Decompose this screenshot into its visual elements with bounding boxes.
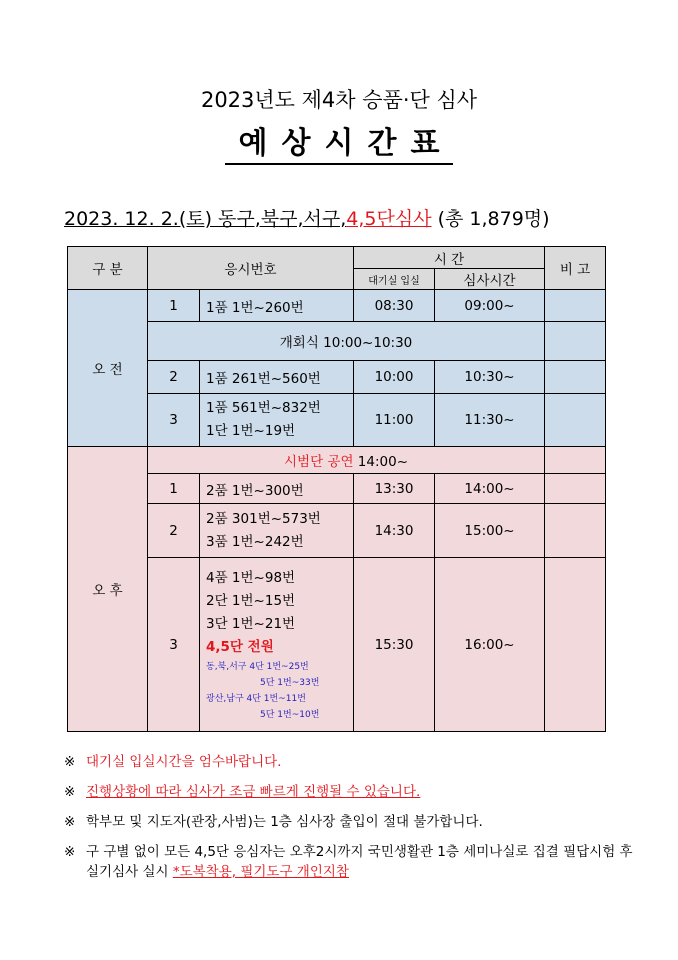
note-mark: ※ <box>64 784 76 800</box>
note-emphasis: *도복착용, 필기도구 개인지참 <box>172 864 349 880</box>
am-row2-entry: 10:00 <box>354 361 435 394</box>
header-division: 구 분 <box>68 247 148 290</box>
am-row3-line2: 1단 1번~19번 <box>206 423 296 439</box>
am-row2-exam: 10:30~ <box>435 361 545 394</box>
pm-row3-exam: 16:00~ <box>435 558 545 732</box>
note-mark: ※ <box>64 754 76 770</box>
pm-row1-remarks <box>545 474 606 504</box>
pm-row3-line3: 3단 1번~21번 <box>206 615 296 632</box>
am-row3-no: 3 <box>148 394 200 447</box>
pm-row3-blue-line4: 5단 1번~10번 <box>260 709 320 720</box>
note-2 <box>64 782 644 802</box>
page-title-text: 예상시간표 <box>225 126 454 165</box>
am-row3-entry: 11:00 <box>354 394 435 447</box>
am-row2-range: 1품 261번~560번 <box>200 361 354 394</box>
demo-row <box>148 447 545 474</box>
note-4 <box>64 842 644 882</box>
note-text: 학부모 및 지도자(관장,사범)는 1층 심사장 출입이 절대 불가합니다. <box>86 814 483 830</box>
date-heading <box>64 204 550 231</box>
notes-list <box>64 752 644 892</box>
pm-row3-no: 3 <box>148 558 200 732</box>
pm-row1-range: 2품 1번~300번 <box>200 474 354 504</box>
header-applicant-no: 응시번호 <box>148 247 354 290</box>
schedule-table <box>67 246 606 732</box>
date-text: 2023. 12. 2.(토) 동구,북구,서구, <box>64 208 347 230</box>
note-text: 구 구별 없이 모든 4,5단 응심자는 오후2시까지 국민생활관 1층 세미나실로 집결 필답시험 후 실기심사 실시 <box>86 844 633 880</box>
pm-row3-blue-line1: 동,북,서구 4단 1번~25번 <box>206 661 309 672</box>
demo-label: 시범단 공연 <box>284 454 354 470</box>
header-remarks: 비 고 <box>545 247 606 290</box>
note-text: 대기실 입실시간을 엄수바랍니다. <box>86 754 282 770</box>
pm-row1-exam: 14:00~ <box>435 474 545 504</box>
total-text: (총 1,879명) <box>431 208 550 230</box>
pm-row2-range <box>200 504 354 558</box>
pm-row2-remarks <box>545 504 606 558</box>
am-row1-entry: 08:30 <box>354 290 435 322</box>
pm-row3-blue-line2: 5단 1번~33번 <box>260 677 320 688</box>
pm-row3-line2: 2단 1번~15번 <box>206 592 296 609</box>
am-row3-exam: 11:30~ <box>435 394 545 447</box>
am-row1-exam: 09:00~ <box>435 290 545 322</box>
pm-row2-no: 2 <box>148 504 200 558</box>
pm-row2-line2: 3품 1번~242번 <box>206 533 304 550</box>
demo-time: 14:00~ <box>353 454 409 470</box>
pm-row2-exam: 15:00~ <box>435 504 545 558</box>
pm-row3-range <box>200 558 354 732</box>
ceremony-row: 개회식 10:00~10:30 <box>148 322 545 361</box>
note-mark: ※ <box>64 814 76 830</box>
demo-remarks <box>545 447 606 474</box>
am-row2-remarks <box>545 361 606 394</box>
pm-row3-entry: 15:30 <box>354 558 435 732</box>
ceremony-remarks <box>545 322 606 361</box>
header-waiting-entry: 대기실 입실 <box>354 269 435 290</box>
pm-row3-remarks <box>545 558 606 732</box>
note-mark: ※ <box>64 844 76 860</box>
am-row2-no: 2 <box>148 361 200 394</box>
header-exam-time: 심사시간 <box>435 269 545 290</box>
pm-row1-entry: 13:30 <box>354 474 435 504</box>
am-row1-range: 1품 1번~260번 <box>200 290 354 322</box>
page-title <box>0 118 678 162</box>
note-text: 진행상황에 따라 심사가 조금 빠르게 진행될 수 있습니다. <box>86 784 421 800</box>
am-row1-no: 1 <box>148 290 200 322</box>
title-line1: 2023년도 제4차 승품·단 심사 <box>200 88 478 112</box>
pm-row1-no: 1 <box>148 474 200 504</box>
header-time: 시 간 <box>354 247 545 269</box>
pm-row2-line1: 2품 301번~573번 <box>206 510 321 527</box>
morning-label: 오 전 <box>68 290 148 447</box>
highlight-text: 4,5단심사 <box>346 208 432 230</box>
am-row1-remarks <box>545 290 606 322</box>
pm-row3-blue-line3: 광산,남구 4단 1번~11번 <box>206 693 306 704</box>
note-1 <box>64 752 644 772</box>
pm-row3-red-line: 4,5단 전원 <box>206 638 274 655</box>
am-row3-line1: 1품 561번~832번 <box>206 400 321 416</box>
afternoon-label: 오 후 <box>68 447 148 732</box>
am-row3-range <box>200 394 354 447</box>
am-row3-remarks <box>545 394 606 447</box>
pm-row3-line1: 4품 1번~98번 <box>206 569 296 586</box>
pm-row2-entry: 14:30 <box>354 504 435 558</box>
note-3 <box>64 812 644 832</box>
